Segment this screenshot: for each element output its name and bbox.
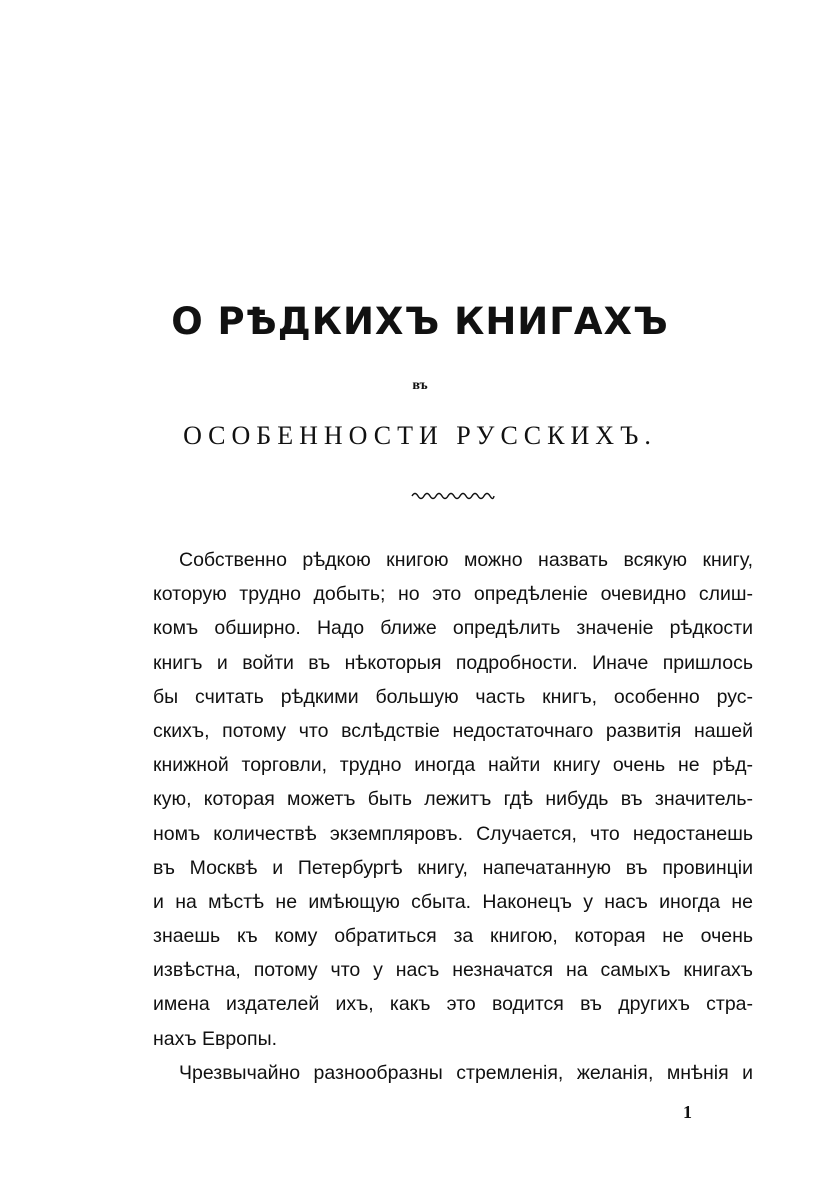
text-line: Собственно рѣдкою книгою можно назвать всякую книгу, [179, 549, 753, 571]
text-line: комъ обширно. Надо ближе опредѣлить значеніе рѣдкости [153, 617, 753, 640]
text-line: Чрезвычайно разнообразны стремленія, желанія, мнѣнія и [179, 1061, 753, 1084]
text-line: книгъ и войти въ нѣкоторыя подробности. Иначе пришлось [153, 651, 753, 674]
body-text [153, 543, 753, 1090]
text-line: номъ количествѣ экземпляровъ. Случается, что недостанешь [153, 822, 753, 845]
title-connector: въ [412, 378, 428, 393]
text-line: книжной торговли, трудно иногда найти книгу очень не рѣд- [153, 754, 753, 777]
text-line: которую трудно добыть; но это опредѣленіе очевидно слиш- [153, 583, 753, 606]
text-line: имена издателей ихъ, какъ это водится въ другихъ стра- [153, 993, 753, 1016]
text-line: знаешь къ кому обратиться за книгою, которая не очень [153, 925, 753, 948]
page-number: 1 [683, 1102, 692, 1122]
text-line: скихъ, потому что вслѣдствіе недостаточнаго развитія нашей [153, 719, 753, 742]
text-line: кую, которая можетъ быть лежитъ гдѣ нибудь въ значитель- [153, 788, 753, 811]
chapter-subtitle: ОСОБЕННОСТИ РУССКИХЪ. [183, 421, 657, 450]
wavy-rule-ornament [410, 487, 496, 503]
text-line: бы считать рѣдкими большую часть книгъ, особенно рус- [153, 685, 753, 708]
text-line: въ Москвѣ и Петербургѣ книгу, напечатанную въ провинціи [153, 856, 753, 879]
text-line: нахъ Европы. [153, 1027, 278, 1050]
text-line: и на мѣстѣ не имѣющую сбыта. Наконецъ у насъ иногда не [153, 890, 753, 913]
chapter-title: О РѢДКИХЪ КНИГАХЪ [171, 300, 669, 343]
text-line: извѣстна, потому что у насъ незначатся на самыхъ книгахъ [153, 959, 753, 982]
